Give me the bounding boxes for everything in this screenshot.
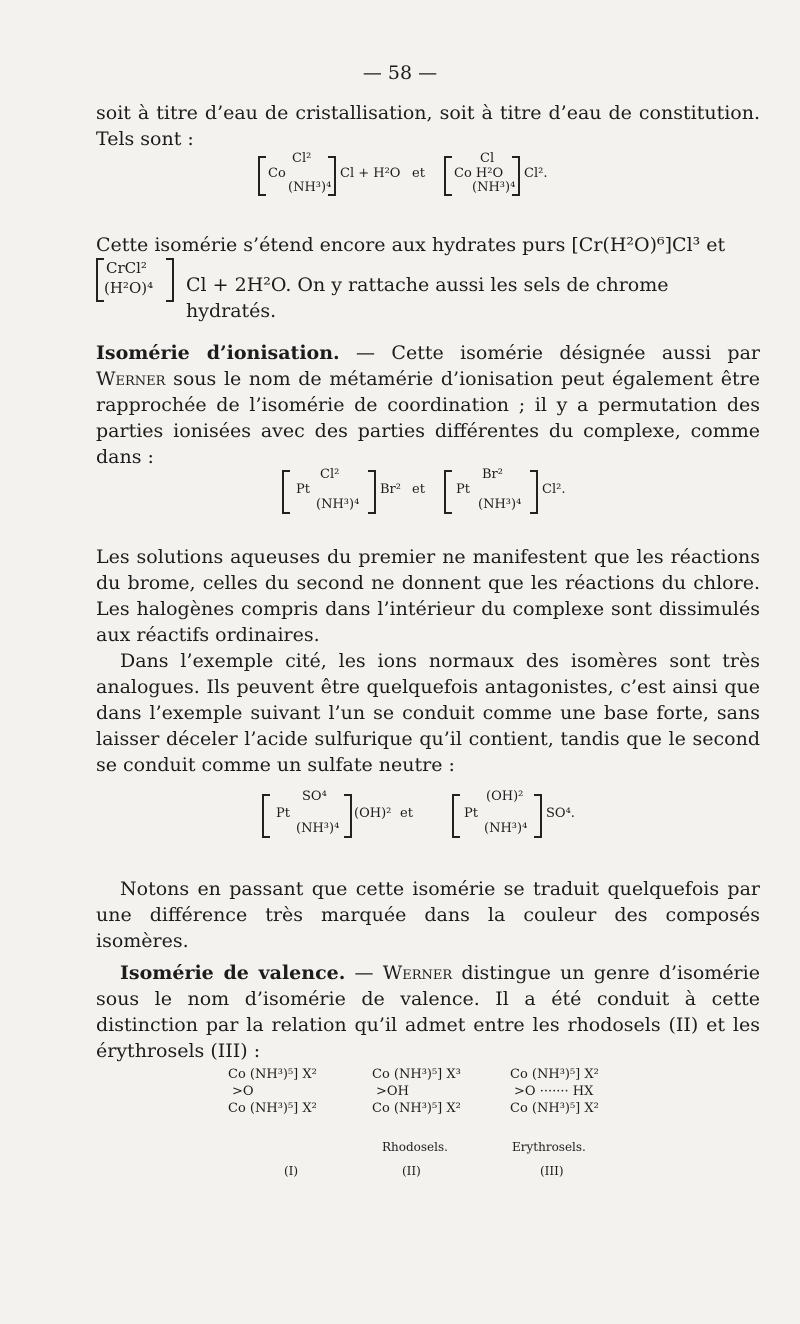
page-number: — 58 — [362,62,438,84]
formula-2b-outer: Cl². [542,482,566,497]
formula-1b-bot: (NH³)⁴ [472,180,516,195]
formula-hydrate-isomers [258,152,618,198]
complex-3 [510,1066,599,1117]
complex-3-bottom: Co (NH³)⁵] X² [510,1101,599,1116]
formula-3b-mid: Pt [464,806,478,821]
formula-1a-outer: Cl + H²O [340,166,401,181]
paragraph-ionisation [96,340,760,470]
complex-2 [372,1066,461,1117]
complex-1-bridge: >O [232,1084,254,1099]
complex-1-top: Co (NH³)⁵] X² [228,1067,317,1082]
label-iii: (III) [540,1164,564,1178]
formula-1b-top: Cl [480,151,495,166]
formula-2a-mid: Pt [296,482,310,497]
complex-1-bridge-label: O [242,1084,254,1099]
heading-valence: Isomérie de valence. [120,962,346,984]
paragraph-2-line-1: Cette isomérie s’étend encore aux hydrates purs [Cr(H²O)⁶]Cl³ et [96,234,726,256]
formula-1b-outer: Cl². [524,166,548,181]
formula-3b-outer: SO⁴. [546,806,575,821]
formula-1b-mid: Co H²O [454,166,504,181]
formula-3b-bot: (NH³)⁴ [484,821,528,836]
author-werner-2: Werner [382,962,453,984]
complex-3-bridge-label: O ······· HX [524,1084,594,1099]
paragraph-4: Les solutions aqueuses du premier ne manifestent que les réactions du brome, celles du second ne donnent que les réactions du chlore. Les halogènes compris dans l’intérieur du complexe sont dissimulés aux réactifs ordinaires. [96,546,760,646]
ionisation-dash: — Cette isomérie désignée aussi par [339,342,760,364]
formula-platinum-sulfate-isomers [262,788,602,840]
caption-rhodosels: Rhodosels. [382,1140,448,1154]
ionisation-text: sous le nom de métamérie d’ionisation peut également être rapprochée de l’isomérie de coordination ; il y a permutation des parties ionisées avec des parties différentes du complexe, comme dans : [96,368,760,468]
paragraph-1: soit à titre d’eau de cristallisation, soit à titre d’eau de constitution. Tels sont : [96,102,760,150]
formula-1a-mid: Co [268,166,286,181]
formula-2b-bot: (NH³)⁴ [478,497,522,512]
label-ii: (II) [402,1164,421,1178]
heading-ionisation: Isomérie d’ionisation. [96,342,340,364]
formula-2b-top: Br² [482,467,503,482]
formula-3a-bot: (NH³)⁴ [296,821,340,836]
formula-cr-bot: (H²O)⁴ [104,279,154,297]
formula-platinum-halide-isomers [282,466,602,516]
label-i: (I) [284,1164,299,1178]
formula-2b-mid: Pt [456,482,470,497]
formula-1a-bot: (NH³)⁴ [288,180,332,195]
formula-3a-outer: (OH)² [354,806,392,821]
valence-dash: — [345,962,383,984]
complex-2-bottom: Co (NH³)⁵] X² [372,1101,461,1116]
caption-erythrosels: Erythrosels. [512,1140,586,1154]
complex-1 [228,1066,317,1117]
formula-3a-top: SO⁴ [302,789,327,804]
formula-2-et: et [412,482,425,497]
formula-chromium-hydrate [96,254,186,304]
formula-1a-top: Cl² [292,151,312,166]
paragraph-2-line-2: Cl + 2H²O. On y rattache aussi les sels de chrome hydratés. [186,274,669,322]
complex-3-bridge: >O ······· HX [514,1084,594,1099]
formula-cr-top: CrCl² [106,259,147,277]
complex-1-bottom: Co (NH³)⁵] X² [228,1101,317,1116]
complex-2-bridge-label: OH [386,1084,409,1099]
formula-1-et: et [412,166,425,181]
author-werner-1: Werner [96,368,166,390]
formula-2a-top: Cl² [320,467,340,482]
formula-3a-mid: Pt [276,806,290,821]
valence-text: distingue un genre d’isomérie sous le nom d’isomérie de valence. Il a été conduit à cette distinction par la relation qu’il admet entre les rhodosels (II) et les érythrosels (III) : [96,962,760,1062]
formula-2a-bot: (NH³)⁴ [316,497,360,512]
formula-3-et: et [400,806,413,821]
complex-2-top: Co (NH³)⁵] X³ [372,1067,461,1082]
paragraph-5: Dans l’exemple cité, les ions normaux des isomères sont très analogues. Ils peuvent être quelquefois antagonistes, c’est ainsi que dans l’exemple suivant l’un se conduit comme une base forte, sans laisser déceler l’acide sulfurique qu’il contient, tandis que le second se conduit comme un sulfate neutre : [96,650,760,776]
formula-3b-top: (OH)² [486,789,524,804]
complex-2-bridge: >OH [376,1084,409,1099]
paragraph-valence [96,960,760,1064]
complex-3-top: Co (NH³)⁵] X² [510,1067,599,1082]
paragraph-6: Notons en passant que cette isomérie se traduit quelquefois par une différence très marquée dans la couleur des composés isomères. [96,878,760,952]
formula-2a-outer: Br² [380,482,401,497]
